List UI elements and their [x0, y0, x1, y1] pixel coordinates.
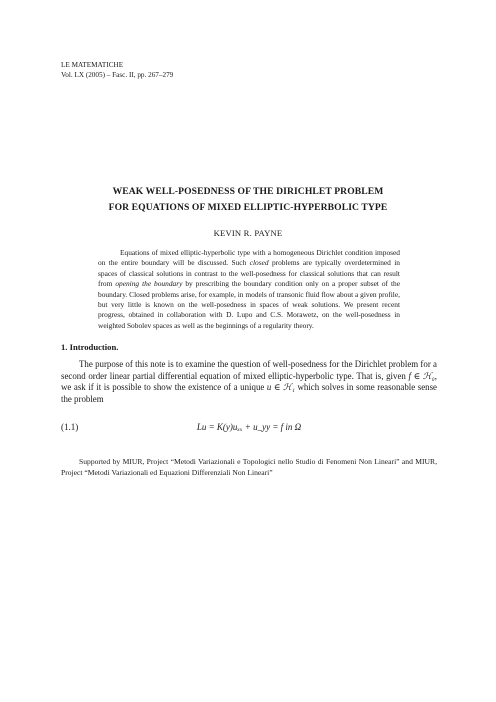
paper-title-line-1: WEAK WELL-POSEDNESS OF THE DIRICHLET PROBLEM [112, 186, 384, 197]
abstract-text-2: problems are typically overdetermined in spaces of classical solutions in contrast to the well-posedness for classical solutions that can result from [98, 258, 400, 289]
paper-title [40, 184, 456, 216]
inline-math-u: u ∈ ℋ₁ [266, 382, 295, 393]
paper-title-line-2: FOR EQUATIONS OF MIXED ELLIPTIC-HYPERBOLIC TYPE [108, 202, 388, 213]
abstract [98, 248, 400, 331]
abstract-paragraph [98, 248, 400, 331]
intro-text-1: The purpose of this note is to examine the question of well-posedness for the Dirichlet problem for a second order linear partial differential equation of mixed elliptic-hyperbolic type. That is, given [61, 359, 437, 381]
intro-text-3: which solves in some reasonable sense the problem [61, 382, 437, 404]
abstract-emphasis-closed: closed [249, 258, 269, 268]
intro-text-2: , we ask if it is possible to show the existence of a unique [61, 370, 437, 393]
abstract-text-3: by prescribing the boundary condition only on a proper subset of the boundary. Closed problems arise, for example, in models of transonic fluid flow about a given profile, but very little is known on the well-posedness in spaces of weak solutions. We present recent progress, obtained in collaboration with D. Lupo and C.S. Morawetz, on the well-posedness in weighted Sobolev spaces as well as the beginnings of a regularity theory. [98, 279, 400, 330]
section-heading: 1. Introduction. [61, 342, 119, 352]
abstract-text-1: Equations of mixed elliptic-hyperbolic type with a homogeneous Dirichlet condition imposed on the entire boundary will be discussed. Such [98, 248, 400, 268]
inline-math-f: f ∈ ℋ₀ [408, 370, 435, 381]
equation-body: Lu = K(y)uₓₓ + u_yy = f in Ω [196, 422, 302, 432]
abstract-emphasis-opening: opening the boundary [115, 279, 183, 289]
introduction-body [61, 359, 437, 405]
journal-citation: Vol. LX (2005) – Fasc. II, pp. 267–279 [61, 70, 174, 79]
footnote-text: Supported by MIUR, Project “Metodi Variazionali e Topologici nello Studio di Fenomeni Non Lineari” and MIUR, Project “Metodi Variazionali ed Equazioni Differenziali Non Lineari” [61, 457, 437, 477]
equation-1-1 [61, 422, 437, 436]
title-block [40, 184, 456, 238]
equation-number: (1.1) [61, 422, 79, 432]
paper-author: KEVIN R. PAYNE [213, 228, 283, 238]
journal-name: LE MATEMATICHE [61, 61, 124, 69]
journal-header [61, 61, 173, 80]
introduction-paragraph [61, 359, 437, 405]
footnote [61, 457, 437, 478]
